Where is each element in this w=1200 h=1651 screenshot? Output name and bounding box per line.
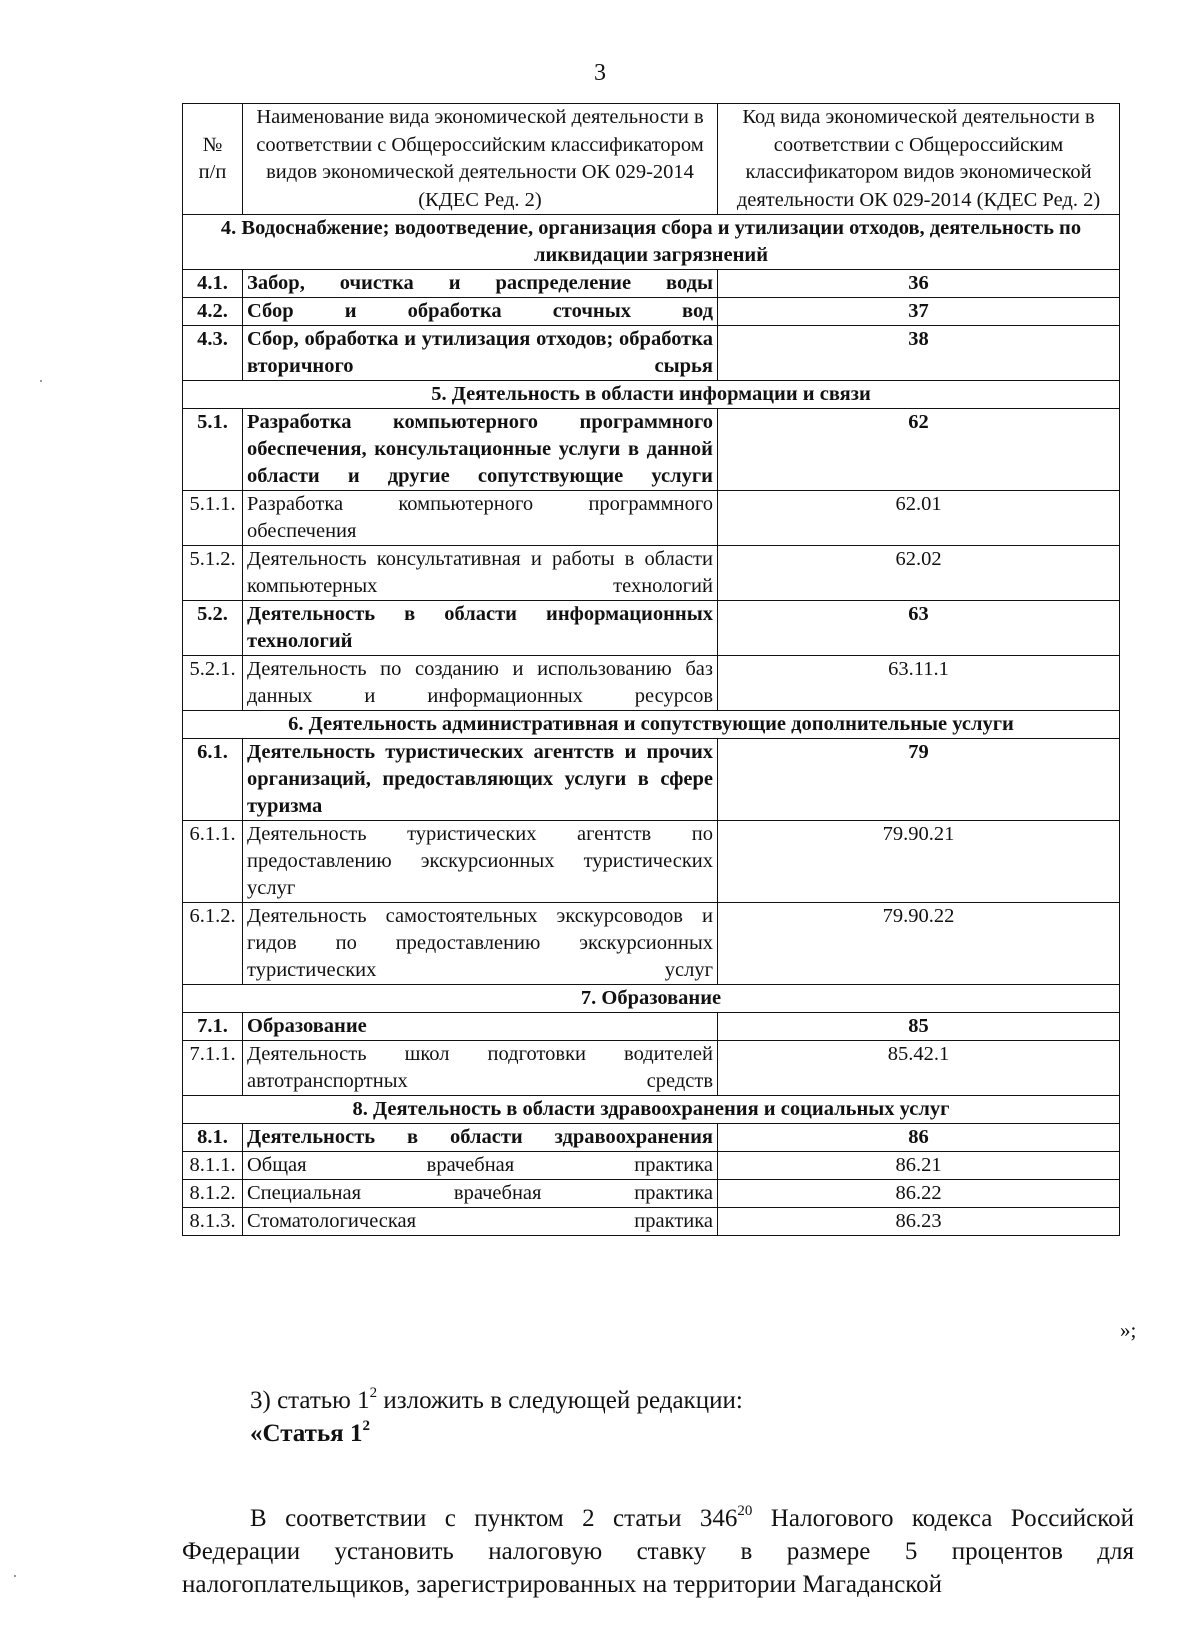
section-row bbox=[183, 381, 1120, 409]
section-title: 5. Деятельность в области информации и связи bbox=[183, 381, 1120, 409]
amendment-sup: 2 bbox=[369, 1384, 378, 1401]
table-row bbox=[183, 298, 1120, 326]
row-number: 6.1.1. bbox=[183, 821, 243, 903]
table-row bbox=[183, 1124, 1120, 1152]
activity-code: 79.90.22 bbox=[718, 903, 1120, 985]
row-number: 5.2. bbox=[183, 601, 243, 656]
activity-code: 62.01 bbox=[718, 491, 1120, 546]
activity-code: 85.42.1 bbox=[718, 1041, 1120, 1096]
activity-name: Общая врачебная практика bbox=[243, 1152, 718, 1180]
section-title: 8. Деятельность в области здравоохранения и социальных услуг bbox=[183, 1096, 1120, 1124]
table-body bbox=[183, 215, 1120, 1236]
activity-code: 37 bbox=[718, 298, 1120, 326]
table-row bbox=[183, 1208, 1120, 1236]
table-row bbox=[183, 903, 1120, 985]
activity-code: 79 bbox=[718, 739, 1120, 821]
activity-name: Разработка компьютерного программного обеспечения, консультационные услуги в данной области и другие сопутствующие услуги bbox=[243, 409, 718, 491]
table-row bbox=[183, 601, 1120, 656]
table-header-row bbox=[183, 104, 1120, 215]
row-number: 7.1. bbox=[183, 1013, 243, 1041]
section-row bbox=[183, 1096, 1120, 1124]
row-number: 8.1.2. bbox=[183, 1180, 243, 1208]
section-title: 4. Водоснабжение; водоотведение, организация сбора и утилизации отходов, деятельность по ликвидации загрязнений bbox=[183, 215, 1120, 270]
row-number: 8.1. bbox=[183, 1124, 243, 1152]
row-number: 4.2. bbox=[183, 298, 243, 326]
table-row bbox=[183, 270, 1120, 298]
table-row bbox=[183, 739, 1120, 821]
activity-name: Специальная врачебная практика bbox=[243, 1180, 718, 1208]
row-number: 8.1.1. bbox=[183, 1152, 243, 1180]
table-row bbox=[183, 1041, 1120, 1096]
section-title: 6. Деятельность административная и сопутствующие дополнительные услуги bbox=[183, 711, 1120, 739]
body-paragraph bbox=[182, 1502, 1134, 1601]
amendment-text-before: 3) статью 1 bbox=[250, 1387, 370, 1414]
activity-code: 63 bbox=[718, 601, 1120, 656]
activity-name: Разработка компьютерного программного обеспечения bbox=[243, 491, 718, 546]
row-number: 7.1.1. bbox=[183, 1041, 243, 1096]
table-row bbox=[183, 821, 1120, 903]
section-row bbox=[183, 985, 1120, 1013]
table-row bbox=[183, 326, 1120, 381]
row-number: 4.1. bbox=[183, 270, 243, 298]
section-title: 7. Образование bbox=[183, 985, 1120, 1013]
row-number: 6.1.2. bbox=[183, 903, 243, 985]
activity-name: Деятельность по созданию и использованию баз данных и информационных ресурсов bbox=[243, 656, 718, 711]
activity-code: 86.21 bbox=[718, 1152, 1120, 1180]
row-number: 6.1. bbox=[183, 739, 243, 821]
okved-table bbox=[182, 103, 1120, 1236]
activity-name: Сбор и обработка сточных вод bbox=[243, 298, 718, 326]
table-row bbox=[183, 409, 1120, 491]
activity-name: Образование bbox=[243, 1013, 718, 1041]
scan-speck bbox=[40, 380, 42, 382]
table-row bbox=[183, 1013, 1120, 1041]
table-row bbox=[183, 656, 1120, 711]
activity-code: 63.11.1 bbox=[718, 656, 1120, 711]
table-row bbox=[183, 1180, 1120, 1208]
row-number: 5.1.1. bbox=[183, 491, 243, 546]
activity-code: 86.23 bbox=[718, 1208, 1120, 1236]
article-title bbox=[250, 1417, 370, 1448]
section-row bbox=[183, 215, 1120, 270]
activity-name: Деятельность самостоятельных экскурсоводов и гидов по предоставлению экскурсионных туристических услуг bbox=[243, 903, 718, 985]
table-row bbox=[183, 546, 1120, 601]
header-name: Наименование вида экономической деятельности в соответствии с Общероссийским классификатором видов экономической деятельности ОК 029-2014 (КДЕС Ред. 2) bbox=[243, 104, 718, 215]
activity-code: 36 bbox=[718, 270, 1120, 298]
activity-code: 86.22 bbox=[718, 1180, 1120, 1208]
activity-name: Деятельность туристических агентств по предоставлению экскурсионных туристических услуг bbox=[243, 821, 718, 903]
header-code: Код вида экономической деятельности в соответствии с Общероссийским классификатором видов экономической деятельности ОК 029-2014 (КДЕС Ред. 2) bbox=[718, 104, 1120, 215]
body-paragraph-part1: В соответствии с пунктом 2 статьи 346 bbox=[250, 1505, 738, 1532]
table-row bbox=[183, 1152, 1120, 1180]
activity-code: 79.90.21 bbox=[718, 821, 1120, 903]
activity-name: Стоматологическая практика bbox=[243, 1208, 718, 1236]
row-number: 5.2.1. bbox=[183, 656, 243, 711]
activity-code: 86 bbox=[718, 1124, 1120, 1152]
row-number: 5.1. bbox=[183, 409, 243, 491]
activity-code: 62.02 bbox=[718, 546, 1120, 601]
article-title-text: «Статья 1 bbox=[250, 1420, 363, 1447]
activity-name: Забор, очистка и распределение воды bbox=[243, 270, 718, 298]
scan-speck bbox=[14, 1575, 16, 1577]
activity-code: 85 bbox=[718, 1013, 1120, 1041]
header-num: № п/п bbox=[183, 104, 243, 215]
activity-name: Деятельность в области здравоохранения bbox=[243, 1124, 718, 1152]
body-paragraph-sup: 20 bbox=[737, 1502, 753, 1519]
closing-quote: »; bbox=[1120, 1318, 1137, 1342]
activity-name: Сбор, обработка и утилизация отходов; обработка вторичного сырья bbox=[243, 326, 718, 381]
article-title-sup: 2 bbox=[362, 1417, 370, 1434]
activity-name: Деятельность туристических агентств и прочих организаций, предоставляющих услуги в сфере туризма bbox=[243, 739, 718, 821]
activity-name: Деятельность консультативная и работы в области компьютерных технологий bbox=[243, 546, 718, 601]
activity-name: Деятельность школ подготовки водителей автотранспортных средств bbox=[243, 1041, 718, 1096]
activity-code: 62 bbox=[718, 409, 1120, 491]
activity-code: 38 bbox=[718, 326, 1120, 381]
row-number: 8.1.3. bbox=[183, 1208, 243, 1236]
activity-name: Деятельность в области информационных технологий bbox=[243, 601, 718, 656]
body-paragraph-part2: Налогового кодекса Российской Федерации установить налоговую ставку в размере 5 процентов для налогоплательщиков, зарегистрированных на территории Магаданской bbox=[182, 1505, 1134, 1598]
amendment-text-after: изложить в следующей редакции: bbox=[377, 1387, 743, 1414]
page-number: 3 bbox=[594, 60, 606, 86]
row-number: 4.3. bbox=[183, 326, 243, 381]
section-row bbox=[183, 711, 1120, 739]
amendment-line bbox=[250, 1384, 743, 1415]
table-row bbox=[183, 491, 1120, 546]
row-number: 5.1.2. bbox=[183, 546, 243, 601]
